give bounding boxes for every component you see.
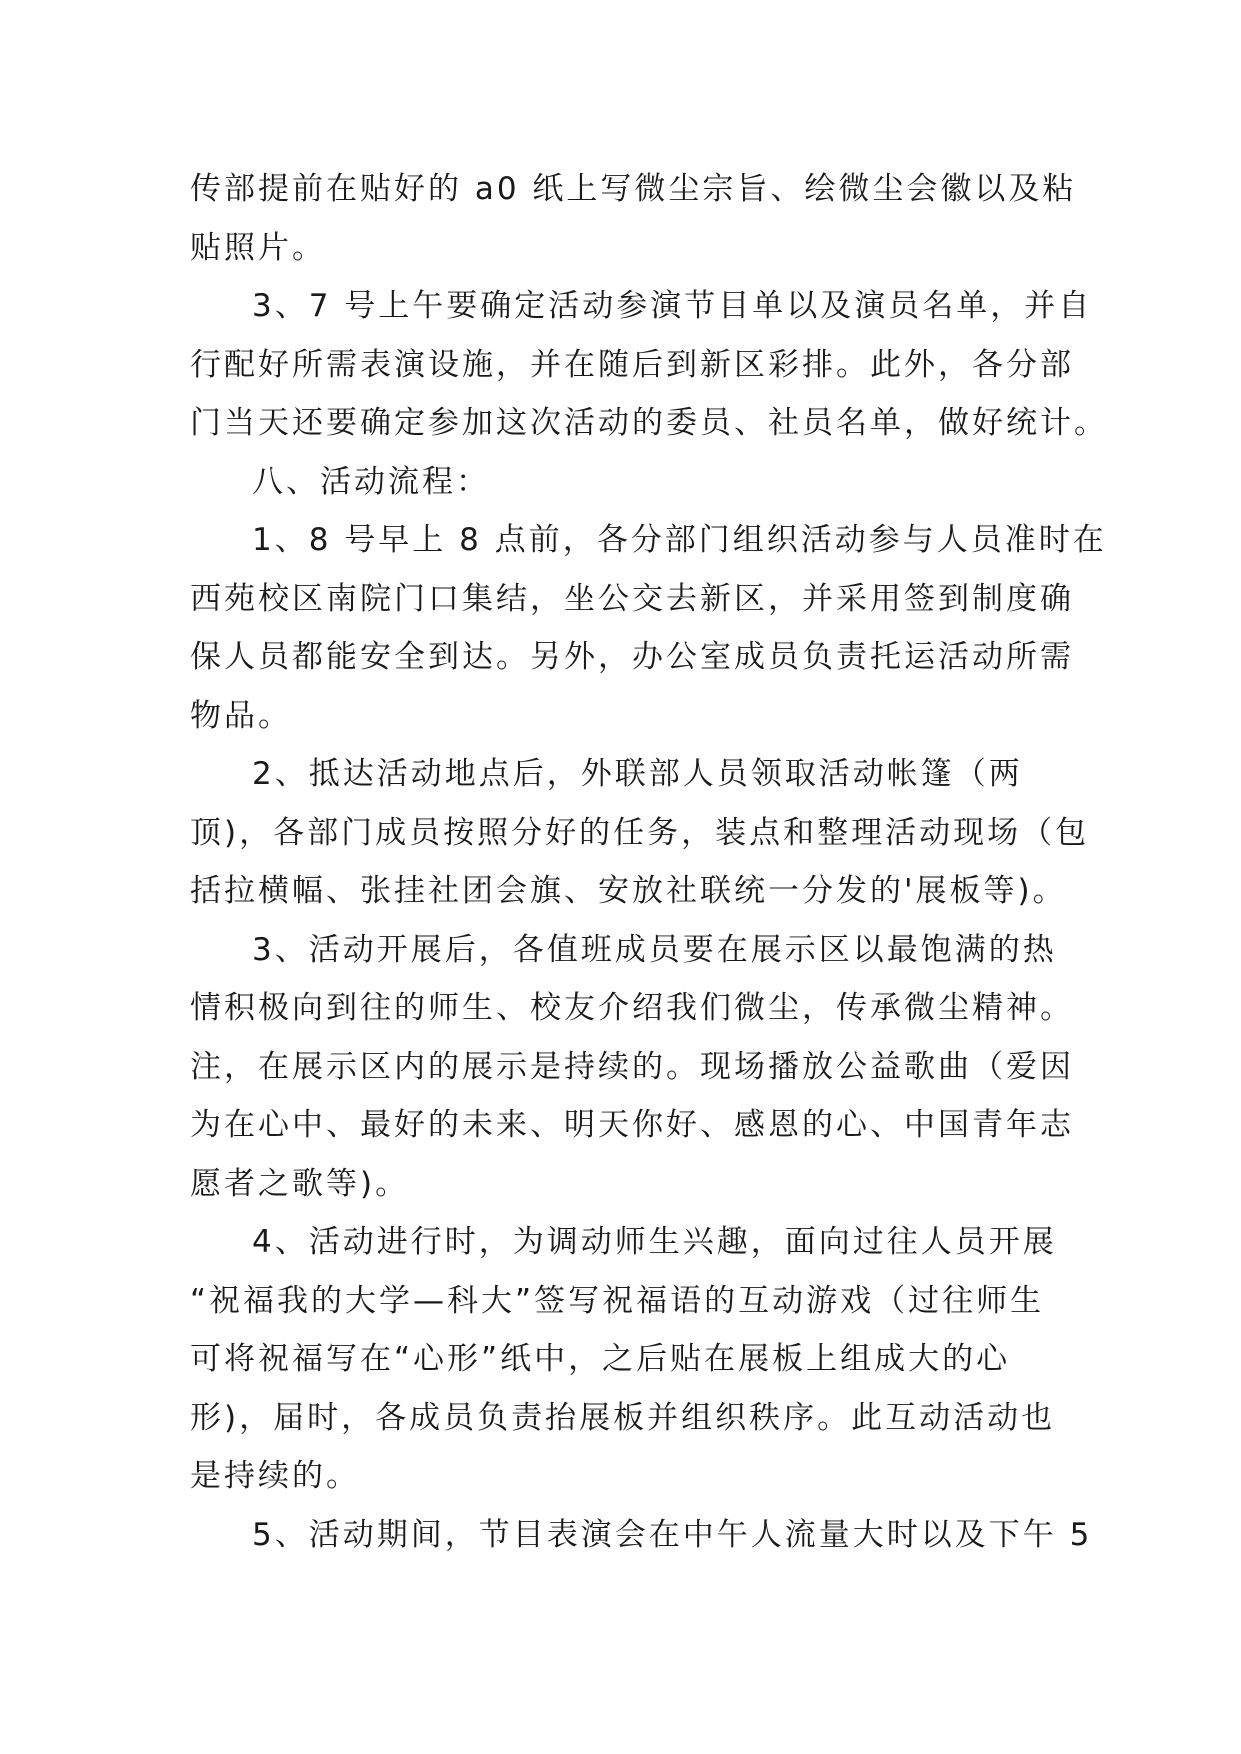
text-line-11: 2、抵达活动地点后，外联部人员领取活动帐篷（两 bbox=[252, 756, 1023, 792]
section-heading-activity-flow: 八、活动流程： bbox=[252, 463, 490, 500]
text-line-14: 3、活动开展后，各值班成员要在展示区以最饱满的热 bbox=[252, 931, 1057, 968]
text-line-12: 顶)，各部门成员按照分好的任务，装点和整理活动现场（包 bbox=[190, 814, 1090, 851]
text-line-10: 物品。 bbox=[190, 697, 292, 734]
text-line-8: 西苑校区南院门口集结，坐公交去新区，并采用签到制度确 bbox=[190, 580, 1074, 617]
text-line-3: 3、7 号上午要确定活动参演节目单以及演员名单，并自 bbox=[252, 288, 1093, 324]
text-line-20: “祝福我的大学—科大”签写祝福语的互动游戏（过往师生 bbox=[190, 1282, 1045, 1319]
text-line-17: 为在心中、最好的未来、明天你好、感恩的心、中国青年志 bbox=[190, 1107, 1074, 1143]
text-line-7: 1、8 号早上 8 点前，各分部门组织活动参与人员准时在 bbox=[252, 522, 1107, 558]
text-line-9: 保人员都能安全到达。另外，办公室成员负责托运活动所需 bbox=[190, 639, 1074, 675]
text-line-18: 愿者之歌等)。 bbox=[190, 1165, 410, 1202]
text-line-2: 贴照片。 bbox=[190, 229, 326, 266]
text-line-13: 括拉横幅、张挂社团会旗、安放社联统一分发的'展板等)。 bbox=[190, 873, 1067, 909]
text-line-4: 行配好所需表演设施，并在随后到新区彩排。此外，各分部 bbox=[190, 346, 1074, 383]
text-line-23: 是持续的。 bbox=[190, 1458, 360, 1494]
text-line-24: 5、活动期间，节目表演会在中午人流量大时以及下午 5 bbox=[252, 1516, 1093, 1553]
text-line-16: 注，在展示区内的展示是持续的。现场播放公益歌曲（爱因 bbox=[190, 1048, 1074, 1085]
text-line-22: 形)，届时，各成员负责抬展板并组织秩序。此互动活动也 bbox=[190, 1399, 1056, 1436]
text-line-1: 传部提前在贴好的 a0 纸上写微尘宗旨、绘微尘会徽以及粘 bbox=[190, 171, 1077, 207]
document-body bbox=[190, 160, 1108, 1564]
text-line-15: 情积极向到往的师生、校友介绍我们微尘，传承微尘精神。 bbox=[190, 990, 1074, 1026]
text-line-5: 门当天还要确定参加这次活动的委员、社员名单，做好统计。 bbox=[190, 405, 1108, 441]
text-line-19: 4、活动进行时，为调动师生兴趣，面向过往人员开展 bbox=[252, 1224, 1057, 1260]
text-line-21: 可将祝福写在“心形”纸中，之后贴在展板上组成大的心 bbox=[190, 1341, 1011, 1377]
